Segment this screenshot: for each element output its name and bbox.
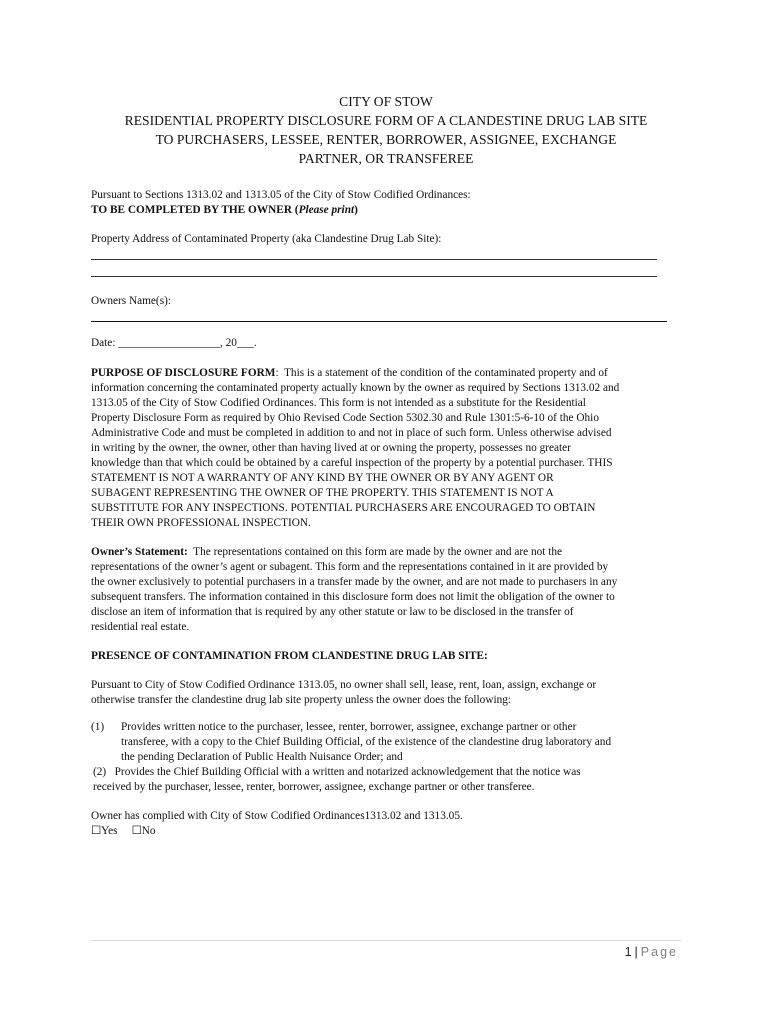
presence-heading [91,649,681,664]
title-line-1: CITY OF STOW [339,94,433,109]
page-number-value: 1 [624,945,632,959]
purpose-line: in writing by the owner, the owner, other than having lived at or owning the property, possesses no greater [91,442,571,454]
title-line-4: PARTNER, OR TRANSFEREE [298,151,474,166]
purpose-heading: PURPOSE OF DISCLOSURE FORM [91,367,276,379]
purpose-line-0 [91,366,681,381]
owners-statement-line: residential real estate. [91,621,190,633]
purpose-line: Property Disclosure Form as required by Ohio Revised Code Section 5302.30 and Rule 1301:5-6-10 of the Ohio [91,412,599,424]
list-item-2-line-1: (2) Provides the Chief Building Official with a written and notarized acknowledgement that the notice was [93,766,581,778]
purpose-line: THEIR OWN PROFESSIONAL INSPECTION. [91,517,311,529]
yes-checkbox[interactable]: ☐Yes [91,825,118,837]
pursuant-statement: Pursuant to Sections 1313.02 and 1313.05 of the City of Stow Codified Ordinances: [91,189,471,201]
purpose-line: information concerning the contaminated property actually known by the owner as required by Sections 1313.02 and [91,382,620,394]
property-address-line-2[interactable] [91,264,657,277]
list-item-line: the pending Declaration of Public Health Nuisance Order; and [121,751,403,763]
purpose-line: STATEMENT IS NOT A WARRANTY OF ANY KIND BY THE OWNER OR BY ANY AGENT OR [91,472,554,484]
completion-instruction [91,203,681,218]
purpose-section [91,366,681,531]
completion-instruction-text: TO BE COMPLETED BY THE OWNER ( [91,204,299,216]
property-address-label: Property Address of Contaminated Property (aka Clandestine Drug Lab Site): [91,233,442,245]
purpose-line: 1313.05 of the City of Stow Codified Ordinances. This form is not intended as a substitute for the Residential [91,397,586,409]
list-item-2-line-2: received by the purchaser, lessee, renter, borrower, assignee, exchange partner or other transferee. [93,781,535,793]
page-separator: | [634,945,638,959]
purpose-line: knowledge than that which could be obtained by a careful inspection of the property by a potential purchaser. THIS [91,457,613,469]
title-line-2: RESIDENTIAL PROPERTY DISCLOSURE FORM OF A CLANDESTINE DRUG LAB SITE [124,113,648,128]
owners-statement-section [91,545,681,635]
list-item-1 [91,720,681,765]
presence-heading-text: PRESENCE OF CONTAMINATION FROM CLANDESTINE DRUG LAB SITE: [91,650,488,662]
date-field[interactable]: Date: __________________, 20___. [91,337,257,349]
presence-line: otherwise transfer the clandestine drug lab site property unless the owner does the following: [91,694,512,706]
purpose-line: SUBSTITUTE FOR ANY INSPECTIONS. POTENTIAL PURCHASERS ARE ENCOURAGED TO OBTAIN [91,502,596,514]
close-paren: ) [354,204,358,216]
presence-paragraph [91,678,681,708]
owners-name-label: Owners Name(s): [91,295,171,307]
page-word: Page [640,945,678,959]
list-item-line: transferee, with a copy to the Chief Building Official, of the existence of the clandestine drug laboratory and [121,736,612,748]
owners-statement-line: representations of the owner’s agent or subagent. This form and the representations contained in it are provided by [91,561,609,573]
document-content [91,92,681,839]
compliance-statement: Owner has complied with City of Stow Codified Ordinances1313.02 and 1313.05. [91,810,463,822]
no-checkbox[interactable]: ☐No [131,825,156,837]
purpose-line: SUBAGENT REPRESENTING THE OWNER OF THE PROPERTY. THIS STATEMENT IS NOT A [91,487,554,499]
owners-statement-text-first: The representations contained on this form are made by the owner and are not the [187,546,563,558]
compliance-checkboxes [91,824,681,839]
purpose-text-first: This is a statement of the condition of the contaminated property and of [278,367,608,379]
list-item-line: Provides written notice to the purchaser, lessee, renter, borrower, assignee, exchange partner or other [121,721,577,733]
list-item-1-text [121,720,681,765]
purpose-line: Administrative Code and must be completed in addition to and not in place of such form. Unless otherwise advised [91,427,612,439]
requirements-list [91,720,681,795]
please-print-text: Please print [298,204,355,216]
property-address-line-1[interactable] [91,247,657,260]
purpose-colon: : [275,367,279,379]
title-line-3: TO PURCHASERS, LESSEE, RENTER, BORROWER, ASSIGNEE, EXCHANGE [155,132,617,147]
footer-divider [91,940,681,941]
owners-statement-heading: Owner’s Statement: [91,546,188,558]
owners-statement-line-0 [91,545,681,560]
owners-name-line[interactable] [91,309,667,322]
owners-statement-line: disclose an item of information that is required by any other statute or law to be disclosed in the transfer of [91,606,574,618]
owners-statement-line: the owner exclusively to potential purchasers in a transfer made by the owner, and are not made to purchasers in any [91,576,618,588]
list-item-1-number: (1) [91,721,105,733]
presence-line: Pursuant to City of Stow Codified Ordinance 1313.05, no owner shall sell, lease, rent, loan, assign, exchange or [91,679,597,691]
page-number [625,945,678,960]
owners-statement-line: subsequent transfers. The information contained in this disclosure form does not limit the obligation of the owner to [91,591,615,603]
document-title [91,92,681,168]
